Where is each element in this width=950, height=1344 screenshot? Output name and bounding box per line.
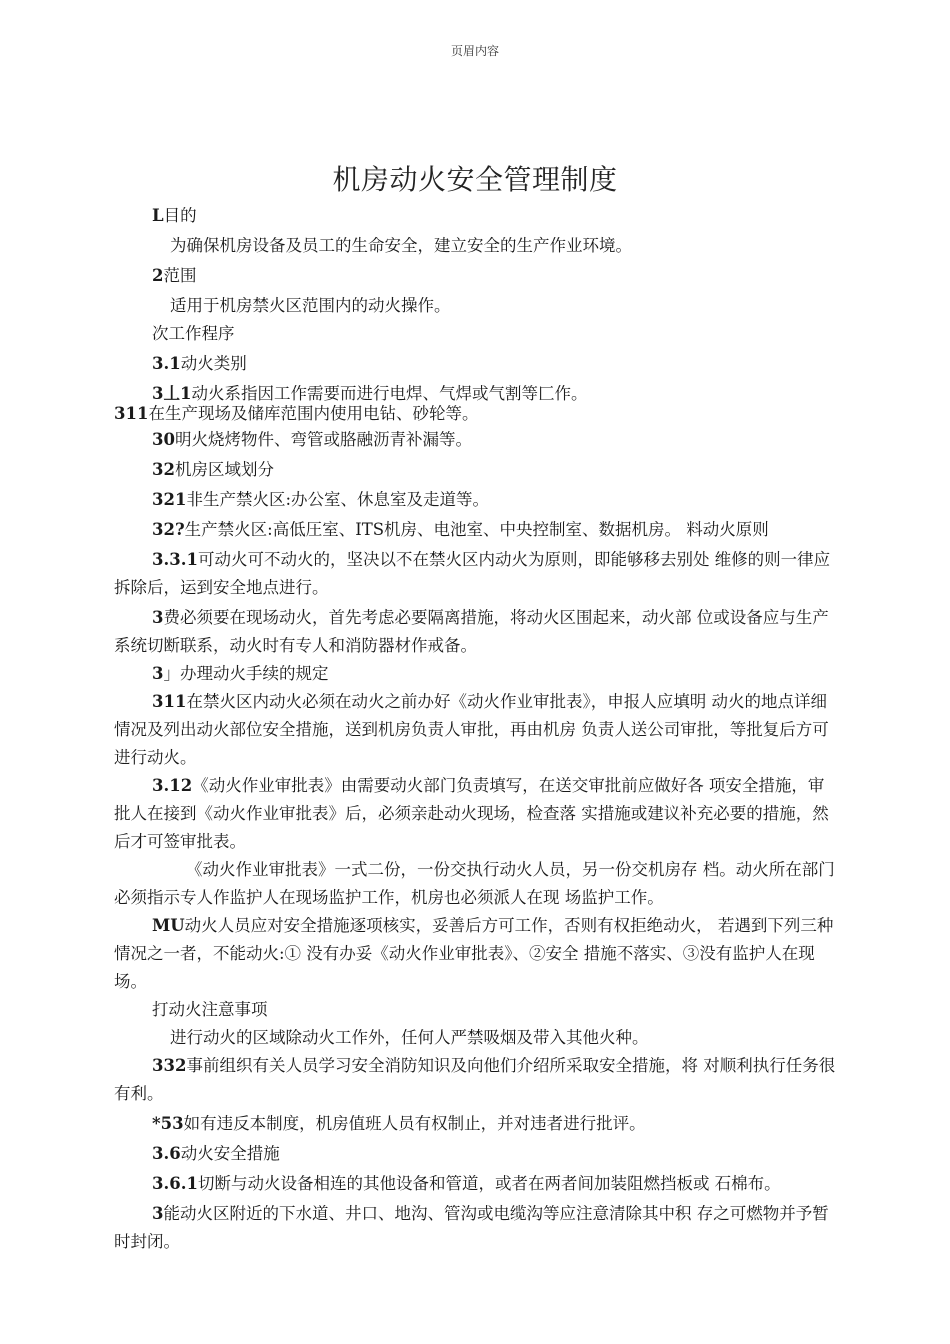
paragraph: 《动火作业审批表》一式二份，一份交执行动火人员，另一份交机房存 档。动火所在部门必须指示专人作监护人在现场监护工作，机房也必须派人在现 场监护工作。: [114, 860, 835, 907]
paragraph: 适用于机房禁火区范围内的动火操作。: [170, 296, 451, 315]
paragraph: 311在禁火区内动火必须在动火之前办好《动火作业审批表》，申报人应填明 动火的地点详细情况及列出动火部位安全措施，送到机房负责人审批，再由机房 负责人送公司审批，等批复后方可进行动火。: [114, 692, 829, 767]
page-header: 页眉内容: [450, 44, 499, 58]
section-heading: 3.6动火安全措施: [152, 1144, 280, 1163]
paragraph: 3.3.1可动火可不动火的，坚决以不在禁火区内动火为原则，即能够移去别处 维修的则一律应拆除后，运到安全地点进行。: [114, 550, 831, 597]
document-title: 机房动火安全管理制度: [332, 163, 618, 196]
paragraph: 为确保机房设备及员工的生命安全，建立安全的生产作业环境。: [170, 236, 632, 255]
paragraph: *53如有违反本制度，机房值班人员有权制止，并对违者进行批评。: [152, 1114, 646, 1133]
paragraph: 332事前组织有关人员学习安全消防知识及向他们介绍所采取安全措施，将 对顺利执行任务很有利。: [114, 1056, 836, 1103]
paragraph: 3丄1动火系指因工作需要而进行电焊、气焊或气割等匚作。: [152, 384, 588, 403]
section-heading: 次工作程序: [152, 324, 235, 343]
paragraph: 32?生产禁火区:高低圧室、ITS机房、电池室、中央控制室、数据机房。 料动火原则: [152, 520, 769, 539]
section-heading: 3」办理动火手续的规定: [152, 664, 329, 683]
paragraph: 3.6.1切断与动火设备相连的其他设备和管道，或者在两者间加装阻燃挡板或 石棉布。: [152, 1174, 781, 1193]
section-heading: 32机房区域划分: [152, 460, 274, 479]
paragraph: 30明火烧烤物件、弯管或胳融沥青补漏等。: [152, 430, 472, 449]
paragraph: 进行动火的区域除动火工作外，任何人严禁吸烟及带入其他火种。: [170, 1028, 649, 1047]
paragraph: 3.12《动火作业审批表》由需要动火部门负责填写，在送交审批前应做好各 项安全措施，审批人在接到《动火作业审批表》后，必须亲赴动火现场，检查落 实措施或建议补充必要的措施，然后才可签审批表。: [114, 776, 829, 851]
section-heading: 打动火注意事项: [152, 1000, 268, 1019]
paragraph: 3费必须要在现场动火，首先考虑必要隔离措施，将动火区围起来，动火部 位或设备应与生产系统切断联系，动火时有专人和消防器材作戒备。: [114, 608, 829, 655]
section-heading: L目的: [152, 206, 197, 225]
document-body: [114, 202, 840, 1256]
section-heading: 3.1动火类别: [152, 354, 247, 373]
paragraph: 311在生产现场及储库范围内使用电钻、砂轮等。: [114, 404, 479, 423]
section-heading: 2范围: [152, 266, 197, 285]
paragraph: MU动火人员应对安全措施逐项核实，妥善后方可工作，否则有权拒绝动火， 若遇到下列三种情况之一者，不能动火:① 没有办妥《动火作业审批表》、②安全 措施不落实、③没有监护人在现场。: [114, 916, 834, 991]
paragraph: 321非生产禁火区:办公室、休息室及走道等。: [152, 490, 490, 509]
paragraph: 3能动火区附近的下水道、井口、地沟、管沟或电缆沟等应注意清除其中积 存之可燃物并予暂时封闭。: [114, 1204, 829, 1251]
